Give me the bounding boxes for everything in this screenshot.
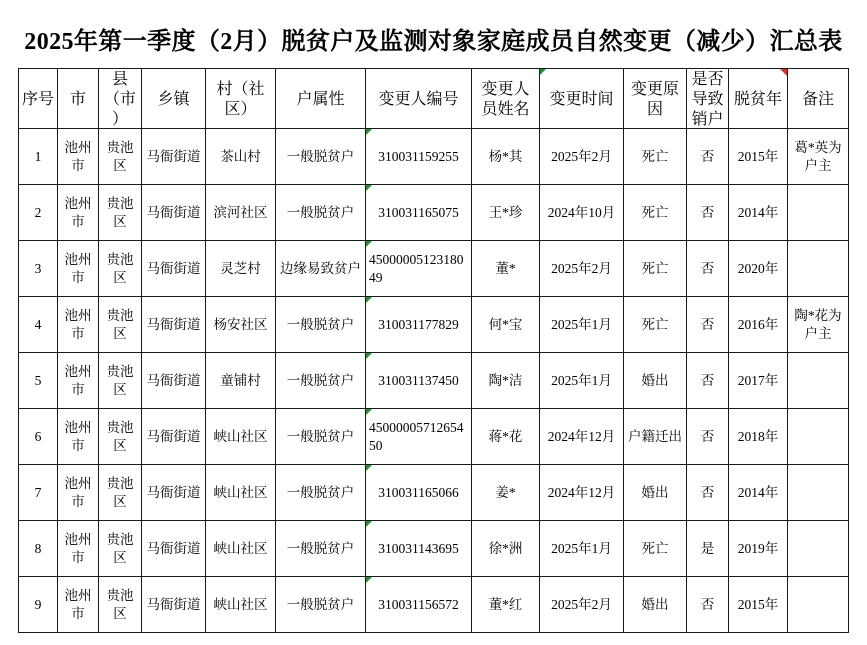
cell-town-text: 马衙街道 <box>146 596 201 612</box>
error-indicator <box>366 465 372 471</box>
cell-town-text: 马衙街道 <box>146 540 201 556</box>
error-indicator <box>366 353 372 359</box>
cell-county-text: 贵池区 <box>106 419 134 453</box>
cell-town[interactable] <box>142 185 206 241</box>
cell-change-time-text: 2025年1月 <box>551 372 612 388</box>
header-poverty-exit-year-label: 脱贫年 <box>733 88 782 108</box>
cell-person-id[interactable] <box>366 297 472 353</box>
cell-household-type[interactable] <box>276 185 366 241</box>
cell-person-id[interactable] <box>366 241 472 297</box>
error-indicator <box>366 521 372 527</box>
cell-town-text: 马衙街道 <box>146 204 201 220</box>
cell-county-text: 贵池区 <box>106 363 134 397</box>
cell-change-reason[interactable] <box>624 297 687 353</box>
cell-person-id-text: 4500000571265450 <box>369 419 464 453</box>
cell-poverty-exit-year[interactable] <box>729 297 788 353</box>
cell-village[interactable] <box>206 465 276 521</box>
error-indicator <box>366 185 372 191</box>
cell-change-time-text: 2025年2月 <box>551 260 612 276</box>
header-village-label: 村（社区） <box>216 78 265 118</box>
cell-city[interactable] <box>58 185 99 241</box>
cell-person-name-text: 杨*其 <box>488 148 523 164</box>
cell-causes-closure[interactable] <box>687 241 729 297</box>
cell-village-text: 杨安社区 <box>213 316 268 332</box>
cell-village[interactable] <box>206 521 276 577</box>
header-change-time-label: 变更时间 <box>549 88 614 108</box>
cell-person-id[interactable] <box>366 521 472 577</box>
cell-household-type[interactable] <box>276 129 366 185</box>
cell-change-time[interactable] <box>540 465 624 521</box>
cell-causes-closure-text: 否 <box>700 484 715 500</box>
cell-county[interactable] <box>99 465 142 521</box>
cell-person-name[interactable] <box>472 465 540 521</box>
header-household-type[interactable] <box>276 69 366 129</box>
cell-household-type-text: 一般脱贫户 <box>286 316 355 332</box>
cell-poverty-exit-year-text: 2020年 <box>737 260 779 276</box>
cell-seq[interactable] <box>19 297 58 353</box>
cell-seq-text: 1 <box>34 148 42 164</box>
cell-remarks-text: 陶*花为户主 <box>794 307 842 341</box>
header-remarks-label: 备注 <box>801 88 834 108</box>
cell-change-reason-text: 死亡 <box>641 540 669 556</box>
cell-town-text: 马衙街道 <box>146 148 201 164</box>
cell-county[interactable] <box>99 409 142 465</box>
cell-poverty-exit-year-text: 2016年 <box>737 316 779 332</box>
comment-indicator <box>780 69 787 76</box>
cell-causes-closure[interactable] <box>687 521 729 577</box>
cell-remarks[interactable] <box>788 409 849 465</box>
sheet-title: 2025年第一季度（2月）脱贫户及监测对象家庭成员自然变更（减少）汇总表 <box>24 29 843 55</box>
cell-village[interactable] <box>206 353 276 409</box>
cell-county-text: 贵池区 <box>106 531 134 565</box>
cell-change-reason-text: 户籍迁出 <box>628 428 682 444</box>
cell-change-reason[interactable] <box>624 465 687 521</box>
cell-remarks-text: 葛*英为户主 <box>794 139 842 173</box>
cell-change-reason-text: 婚出 <box>641 596 669 612</box>
header-person-name-label: 变更人员姓名 <box>481 78 530 118</box>
cell-person-id[interactable] <box>366 409 472 465</box>
cell-causes-closure[interactable] <box>687 465 729 521</box>
cell-city-text: 池州市 <box>64 531 92 565</box>
cell-change-time-text: 2025年2月 <box>551 148 612 164</box>
cell-person-id-text: 4500000512318049 <box>369 251 464 285</box>
cell-city[interactable] <box>58 241 99 297</box>
cell-change-reason-text: 婚出 <box>641 372 669 388</box>
cell-person-name[interactable] <box>472 241 540 297</box>
cell-change-time-text: 2024年12月 <box>547 428 616 444</box>
cell-city[interactable] <box>58 577 99 633</box>
cell-town[interactable] <box>142 129 206 185</box>
cell-seq[interactable] <box>19 241 58 297</box>
cell-seq[interactable] <box>19 577 58 633</box>
cell-poverty-exit-year-text: 2015年 <box>737 596 779 612</box>
cell-person-id[interactable] <box>366 465 472 521</box>
cell-household-type[interactable] <box>276 465 366 521</box>
cell-city[interactable] <box>58 353 99 409</box>
header-household-type-label: 户属性 <box>296 88 345 108</box>
cell-city-text: 池州市 <box>64 139 92 173</box>
cell-seq[interactable] <box>19 129 58 185</box>
cell-change-time-text: 2024年12月 <box>547 484 616 500</box>
cell-person-name[interactable] <box>472 129 540 185</box>
cell-county-text: 贵池区 <box>106 307 134 341</box>
error-indicator <box>366 241 372 247</box>
header-poverty-exit-year[interactable] <box>729 69 788 129</box>
header-county[interactable] <box>99 69 142 129</box>
cell-person-name-text: 陶*洁 <box>488 372 523 388</box>
cell-village-text: 滨河社区 <box>213 204 268 220</box>
cell-change-reason-text: 死亡 <box>641 260 669 276</box>
cell-village[interactable] <box>206 241 276 297</box>
cell-town-text: 马衙街道 <box>146 316 201 332</box>
cell-seq[interactable] <box>19 353 58 409</box>
cell-person-name-text: 徐*洲 <box>488 540 523 556</box>
header-person-name[interactable] <box>472 69 540 129</box>
error-indicator <box>366 297 372 303</box>
cell-change-reason-text: 死亡 <box>641 148 669 164</box>
cell-household-type[interactable] <box>276 521 366 577</box>
cell-person-name-text: 蒋*花 <box>488 428 523 444</box>
cell-person-id-text: 310031159255 <box>378 148 459 164</box>
cell-town[interactable] <box>142 241 206 297</box>
cell-village[interactable] <box>206 129 276 185</box>
cell-town[interactable] <box>142 297 206 353</box>
cell-change-time[interactable] <box>540 129 624 185</box>
header-change-time[interactable] <box>540 69 624 129</box>
cell-remarks[interactable] <box>788 521 849 577</box>
cell-city[interactable] <box>58 521 99 577</box>
header-town-label: 乡镇 <box>157 88 190 108</box>
cell-causes-closure[interactable] <box>687 353 729 409</box>
cell-village-text: 灵芝村 <box>220 260 261 276</box>
cell-town[interactable] <box>142 409 206 465</box>
cell-change-time-text: 2025年2月 <box>551 596 612 612</box>
cell-person-name-text: 董* <box>495 260 516 276</box>
cell-change-time[interactable] <box>540 409 624 465</box>
header-person-id[interactable] <box>366 69 472 129</box>
cell-county[interactable] <box>99 577 142 633</box>
cell-poverty-exit-year[interactable] <box>729 465 788 521</box>
cell-city[interactable] <box>58 409 99 465</box>
cell-poverty-exit-year[interactable] <box>729 521 788 577</box>
cell-household-type-text: 一般脱贫户 <box>286 540 355 556</box>
cell-change-time-text: 2024年10月 <box>547 204 616 220</box>
cell-village[interactable] <box>206 577 276 633</box>
cell-change-reason[interactable] <box>624 409 687 465</box>
cell-person-id-text: 310031165066 <box>378 484 459 500</box>
cell-city[interactable] <box>58 465 99 521</box>
cell-person-id[interactable] <box>366 353 472 409</box>
header-city[interactable] <box>58 69 99 129</box>
cell-household-type[interactable] <box>276 297 366 353</box>
cell-village-text: 峡山社区 <box>213 484 268 500</box>
cell-county-text: 贵池区 <box>106 195 134 229</box>
cell-change-time[interactable] <box>540 353 624 409</box>
cell-seq-text: 9 <box>34 596 42 612</box>
cell-remarks[interactable] <box>788 465 849 521</box>
cell-person-name[interactable] <box>472 297 540 353</box>
cell-household-type-text: 一般脱贫户 <box>286 148 355 164</box>
cell-county[interactable] <box>99 353 142 409</box>
cell-town[interactable] <box>142 577 206 633</box>
cell-poverty-exit-year[interactable] <box>729 409 788 465</box>
cell-person-name[interactable] <box>472 577 540 633</box>
cell-causes-closure-text: 否 <box>700 372 715 388</box>
cell-household-type-text: 一般脱贫户 <box>286 596 355 612</box>
cell-person-id-text: 310031143695 <box>378 540 459 556</box>
cell-town-text: 马衙街道 <box>146 484 201 500</box>
cell-village[interactable] <box>206 185 276 241</box>
cell-seq[interactable] <box>19 409 58 465</box>
cell-city[interactable] <box>58 297 99 353</box>
cell-seq-text: 7 <box>34 484 42 500</box>
cell-person-name-text: 王*珍 <box>488 204 523 220</box>
cell-seq-text: 5 <box>34 372 42 388</box>
header-change-reason[interactable] <box>624 69 687 129</box>
cell-person-id[interactable] <box>366 129 472 185</box>
cell-remarks[interactable] <box>788 577 849 633</box>
cell-county[interactable] <box>99 129 142 185</box>
cell-city-text: 池州市 <box>64 307 92 341</box>
cell-change-time[interactable] <box>540 521 624 577</box>
cell-change-time-text: 2025年1月 <box>551 316 612 332</box>
cell-causes-closure[interactable] <box>687 297 729 353</box>
cell-city-text: 池州市 <box>64 475 92 509</box>
cell-city-text: 池州市 <box>64 195 92 229</box>
cell-city[interactable] <box>58 129 99 185</box>
cell-person-id-text: 310031156572 <box>378 596 459 612</box>
cell-poverty-exit-year[interactable] <box>729 353 788 409</box>
cell-household-type[interactable] <box>276 353 366 409</box>
error-indicator <box>366 577 372 583</box>
cell-poverty-exit-year-text: 2014年 <box>737 204 779 220</box>
cell-person-name-text: 姜* <box>495 484 516 500</box>
cell-county[interactable] <box>99 185 142 241</box>
cell-poverty-exit-year-text: 2017年 <box>737 372 779 388</box>
cell-change-reason[interactable] <box>624 577 687 633</box>
cell-remarks[interactable] <box>788 185 849 241</box>
cell-poverty-exit-year[interactable] <box>729 241 788 297</box>
cell-causes-closure[interactable] <box>687 129 729 185</box>
summary-table <box>18 68 849 633</box>
cell-town[interactable] <box>142 465 206 521</box>
cell-town[interactable] <box>142 353 206 409</box>
cell-causes-closure-text: 否 <box>700 596 715 612</box>
cell-village-text: 峡山社区 <box>213 428 268 444</box>
cell-change-reason[interactable] <box>624 241 687 297</box>
cell-causes-closure-text: 否 <box>700 316 715 332</box>
cell-seq-text: 4 <box>34 316 42 332</box>
cell-causes-closure-text: 否 <box>700 148 715 164</box>
cell-change-reason[interactable] <box>624 129 687 185</box>
cell-city-text: 池州市 <box>64 251 92 285</box>
cell-causes-closure-text: 是 <box>700 540 715 556</box>
cell-household-type[interactable] <box>276 409 366 465</box>
cell-county-text: 贵池区 <box>106 587 134 621</box>
cell-town-text: 马衙街道 <box>146 428 201 444</box>
cell-seq-text: 3 <box>34 260 42 276</box>
cell-poverty-exit-year-text: 2014年 <box>737 484 779 500</box>
header-seq[interactable] <box>19 69 58 129</box>
cell-household-type[interactable] <box>276 577 366 633</box>
header-remarks[interactable] <box>788 69 849 129</box>
cell-seq-text: 8 <box>34 540 42 556</box>
cell-village[interactable] <box>206 409 276 465</box>
header-county-label: 县（市） <box>103 69 136 128</box>
cell-village-text: 峡山社区 <box>213 540 268 556</box>
cell-causes-closure[interactable] <box>687 409 729 465</box>
cell-poverty-exit-year[interactable] <box>729 185 788 241</box>
cell-poverty-exit-year-text: 2015年 <box>737 148 779 164</box>
cell-causes-closure[interactable] <box>687 185 729 241</box>
cell-person-name-text: 董*红 <box>488 596 523 612</box>
header-change-reason-label: 变更原因 <box>630 78 679 118</box>
cell-person-name-text: 何*宝 <box>488 316 523 332</box>
cell-person-id-text: 310031165075 <box>378 204 459 220</box>
cell-change-time[interactable] <box>540 297 624 353</box>
cell-remarks[interactable] <box>788 353 849 409</box>
cell-county-text: 贵池区 <box>106 475 134 509</box>
cell-causes-closure-text: 否 <box>700 260 715 276</box>
cell-household-type[interactable] <box>276 241 366 297</box>
cell-county[interactable] <box>99 521 142 577</box>
cell-person-name[interactable] <box>472 353 540 409</box>
error-indicator <box>366 129 372 135</box>
cell-poverty-exit-year-text: 2018年 <box>737 428 779 444</box>
cell-seq[interactable] <box>19 185 58 241</box>
cell-person-name[interactable] <box>472 409 540 465</box>
error-indicator <box>540 69 546 75</box>
cell-household-type-text: 一般脱贫户 <box>286 428 355 444</box>
error-indicator <box>366 409 372 415</box>
header-seq-label: 序号 <box>21 88 54 108</box>
cell-person-id[interactable] <box>366 577 472 633</box>
cell-change-time[interactable] <box>540 241 624 297</box>
cell-city-text: 池州市 <box>64 419 92 453</box>
cell-causes-closure-text: 否 <box>700 428 715 444</box>
cell-seq-text: 6 <box>34 428 42 444</box>
cell-household-type-text: 边缘易致贫户 <box>280 260 361 276</box>
cell-county-text: 贵池区 <box>106 251 134 285</box>
header-city-label: 市 <box>69 88 86 108</box>
header-causes-closure-label: 是否导致销户 <box>691 69 724 128</box>
cell-county[interactable] <box>99 297 142 353</box>
cell-seq[interactable] <box>19 465 58 521</box>
cell-town[interactable] <box>142 521 206 577</box>
header-village[interactable] <box>206 69 276 129</box>
cell-change-reason[interactable] <box>624 353 687 409</box>
cell-causes-closure[interactable] <box>687 577 729 633</box>
cell-village-text: 峡山社区 <box>213 596 268 612</box>
cell-town-text: 马衙街道 <box>146 372 201 388</box>
cell-seq-text: 2 <box>34 204 42 220</box>
cell-change-reason[interactable] <box>624 185 687 241</box>
cell-poverty-exit-year[interactable] <box>729 577 788 633</box>
cell-remarks[interactable] <box>788 297 849 353</box>
cell-city-text: 池州市 <box>64 363 92 397</box>
cell-county[interactable] <box>99 241 142 297</box>
cell-change-time-text: 2025年1月 <box>551 540 612 556</box>
cell-change-time[interactable] <box>540 185 624 241</box>
header-town[interactable] <box>142 69 206 129</box>
cell-seq[interactable] <box>19 521 58 577</box>
cell-county-text: 贵池区 <box>106 139 134 173</box>
cell-person-id-text: 310031137450 <box>378 372 459 388</box>
cell-city-text: 池州市 <box>64 587 92 621</box>
cell-person-id-text: 310031177829 <box>378 316 459 332</box>
cell-household-type-text: 一般脱贫户 <box>286 484 355 500</box>
cell-household-type-text: 一般脱贫户 <box>286 204 355 220</box>
cell-person-name[interactable] <box>472 521 540 577</box>
cell-causes-closure-text: 否 <box>700 204 715 220</box>
cell-change-time[interactable] <box>540 577 624 633</box>
header-person-id-label: 变更人编号 <box>378 88 459 108</box>
cell-village-text: 茶山村 <box>220 148 261 164</box>
cell-poverty-exit-year-text: 2019年 <box>737 540 779 556</box>
cell-village[interactable] <box>206 297 276 353</box>
cell-person-id[interactable] <box>366 185 472 241</box>
cell-remarks[interactable] <box>788 129 849 185</box>
cell-town-text: 马衙街道 <box>146 260 201 276</box>
cell-household-type-text: 一般脱贫户 <box>286 372 355 388</box>
cell-village-text: 童铺村 <box>220 372 261 388</box>
cell-person-name[interactable] <box>472 185 540 241</box>
cell-change-reason-text: 死亡 <box>641 204 669 220</box>
header-causes-closure[interactable] <box>687 69 729 129</box>
cell-change-reason-text: 婚出 <box>641 484 669 500</box>
cell-change-reason[interactable] <box>624 521 687 577</box>
cell-remarks[interactable] <box>788 241 849 297</box>
cell-change-reason-text: 死亡 <box>641 316 669 332</box>
cell-poverty-exit-year[interactable] <box>729 129 788 185</box>
